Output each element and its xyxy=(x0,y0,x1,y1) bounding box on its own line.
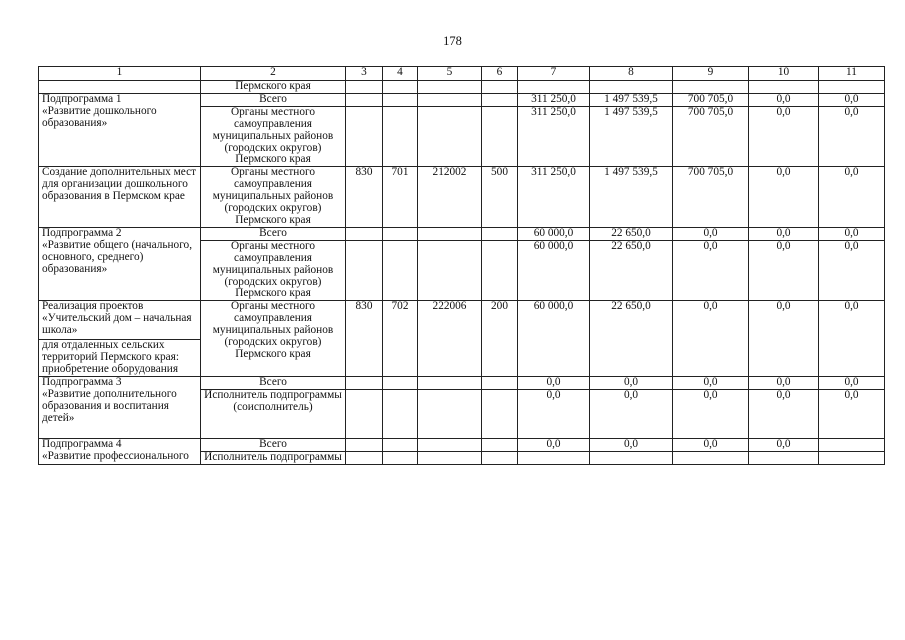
col-header: 1 xyxy=(39,67,201,81)
cell-value: 0,0 xyxy=(819,167,885,228)
cell-value: 0,0 xyxy=(590,377,673,390)
cell-value: 0,0 xyxy=(673,240,749,301)
col-header: 5 xyxy=(418,67,482,81)
cell-executor: Всего xyxy=(201,93,346,106)
cell-value: 0,0 xyxy=(749,167,819,228)
cell-executor: Всего xyxy=(201,377,346,390)
cell-value: 700 705,0 xyxy=(673,106,749,167)
table-row xyxy=(39,377,885,390)
cell-subprogram: Подпрограмма 2 «Развитие общего (начального, основного, среднего) образования» xyxy=(39,227,201,300)
cell-code: 212002 xyxy=(418,167,482,228)
cell-value: 60 000,0 xyxy=(518,227,590,240)
cell-value: 1 497 539,5 xyxy=(590,93,673,106)
cell-value: 0,0 xyxy=(819,301,885,377)
col-header: 3 xyxy=(346,67,383,81)
cell-value: 0,0 xyxy=(819,106,885,167)
cell-code: 830 xyxy=(346,301,383,377)
page-number: 178 xyxy=(443,34,462,48)
cell-subprogram: Подпрограмма 3 «Развитие дополнительного образования и воспитания детей» xyxy=(39,377,201,439)
col-header: 8 xyxy=(590,67,673,81)
cell-value: 0,0 xyxy=(673,438,749,451)
col-header: 6 xyxy=(482,67,518,81)
header-row xyxy=(39,67,885,81)
table-row xyxy=(39,301,885,340)
col-header: 7 xyxy=(518,67,590,81)
cell-value: 0,0 xyxy=(819,240,885,301)
budget-table xyxy=(38,66,885,465)
cell-value: 0,0 xyxy=(518,438,590,451)
cell-value: 0,0 xyxy=(518,389,590,438)
cell-action: Создание дополнительных мест для организации дошкольного образования в Пермском крае xyxy=(39,167,201,228)
cell-value: 0,0 xyxy=(819,93,885,106)
cell-value: 0,0 xyxy=(673,227,749,240)
col-header: 9 xyxy=(673,67,749,81)
cell-subprogram: Подпрограмма 1 «Развитие дошкольного образования» xyxy=(39,93,201,166)
cell-value: 0,0 xyxy=(749,93,819,106)
col-header: 2 xyxy=(201,67,346,81)
col-header: 10 xyxy=(749,67,819,81)
cell-value: 700 705,0 xyxy=(673,167,749,228)
cell-value: 0,0 xyxy=(518,377,590,390)
cell-value: 1 497 539,5 xyxy=(590,167,673,228)
cell-value: 22 650,0 xyxy=(590,227,673,240)
cell-executor: Исполнитель подпрограммы (соисполнитель) xyxy=(201,389,346,438)
cell-value: 0,0 xyxy=(749,301,819,377)
cell-value: 0,0 xyxy=(749,240,819,301)
table-row xyxy=(39,438,885,451)
cell-value: 311 250,0 xyxy=(518,167,590,228)
cell-code: 222006 xyxy=(418,301,482,377)
cell-executor: Пермского края xyxy=(201,81,346,94)
table-row xyxy=(39,93,885,106)
table-row xyxy=(39,81,885,94)
table-row xyxy=(39,227,885,240)
cell-value: 311 250,0 xyxy=(518,106,590,167)
cell-executor: Исполнитель подпрограммы xyxy=(201,451,346,464)
cell-value: 0,0 xyxy=(590,438,673,451)
cell-subprogram: Подпрограмма 4 «Развитие профессионального xyxy=(39,438,201,464)
cell-executor: Всего xyxy=(201,438,346,451)
cell-code: 830 xyxy=(346,167,383,228)
cell-code: 701 xyxy=(383,167,418,228)
cell-executor: Органы местного самоуправления муниципальных районов (городских округов) Пермского края xyxy=(201,167,346,228)
cell-executor: Всего xyxy=(201,227,346,240)
cell-executor: Органы местного самоуправления муниципальных районов (городских округов) Пермского края xyxy=(201,240,346,301)
cell-value: 0,0 xyxy=(749,389,819,438)
cell-value: 311 250,0 xyxy=(518,93,590,106)
cell-value: 700 705,0 xyxy=(673,93,749,106)
cell-code: 500 xyxy=(482,167,518,228)
cell-value: 60 000,0 xyxy=(518,301,590,377)
cell-action: Реализация проектов «Учительский дом – начальная школа» xyxy=(39,301,201,340)
cell-value: 22 650,0 xyxy=(590,301,673,377)
cell-code: 702 xyxy=(383,301,418,377)
col-header: 11 xyxy=(819,67,885,81)
cell-value: 60 000,0 xyxy=(518,240,590,301)
cell-value: 0,0 xyxy=(819,377,885,390)
cell-value: 0,0 xyxy=(819,389,885,438)
table-row xyxy=(39,167,885,228)
cell-executor: Органы местного самоуправления муниципальных районов (городских округов) Пермского края xyxy=(201,106,346,167)
cell-value: 0,0 xyxy=(673,389,749,438)
cell-code: 200 xyxy=(482,301,518,377)
cell-value: 0,0 xyxy=(749,377,819,390)
cell-value: 0,0 xyxy=(749,106,819,167)
cell-value: 1 497 539,5 xyxy=(590,106,673,167)
cell-action-continued: для отдаленных сельских территорий Пермского края: приобретение оборудования xyxy=(39,340,201,377)
cell-value: 0,0 xyxy=(749,227,819,240)
cell-value: 0,0 xyxy=(673,301,749,377)
col-header: 4 xyxy=(383,67,418,81)
cell-value: 0,0 xyxy=(673,377,749,390)
cell-value: 0,0 xyxy=(590,389,673,438)
cell-value: 22 650,0 xyxy=(590,240,673,301)
cell-value: 0,0 xyxy=(819,227,885,240)
cell-executor: Органы местного самоуправления муниципальных районов (городских округов) Пермского края xyxy=(201,301,346,377)
cell-value: 0,0 xyxy=(749,438,819,451)
